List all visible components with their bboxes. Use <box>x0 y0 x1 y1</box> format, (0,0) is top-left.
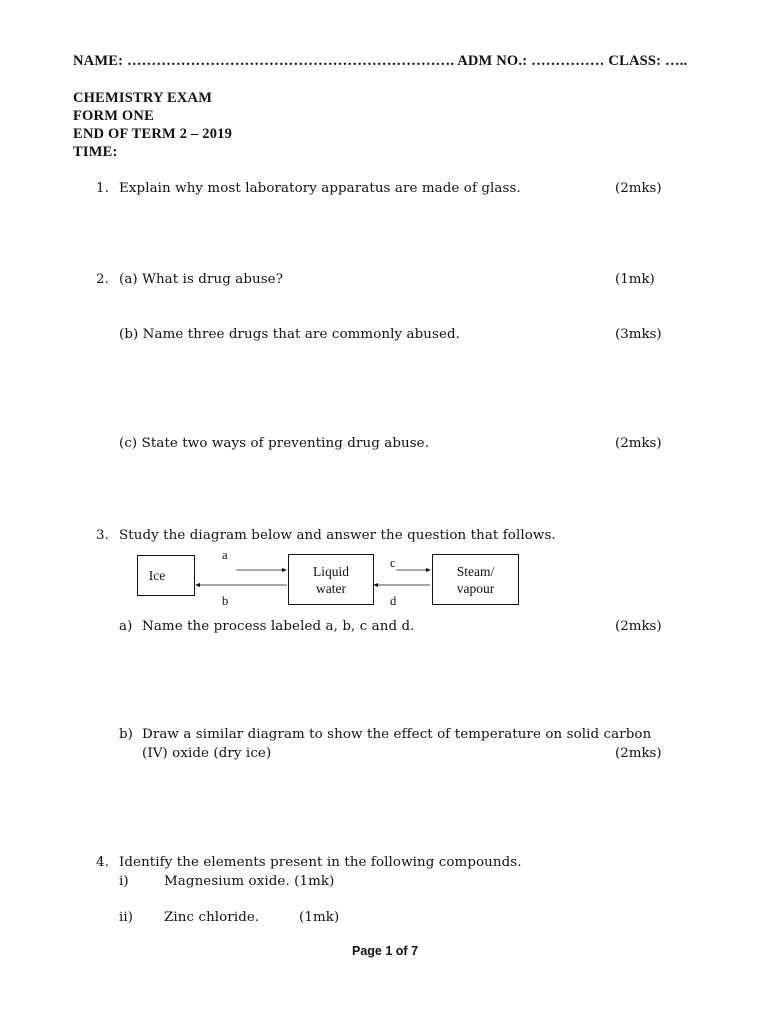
q4-number: 4. <box>96 855 109 870</box>
page-of: of <box>392 944 412 958</box>
q3-number: 3. <box>96 528 109 543</box>
exam-term: END OF TERM 2 – 2019 <box>73 126 233 142</box>
q4i-text: Magnesium oxide. (1mk) <box>164 874 335 889</box>
q3b-text-line2: (IV) oxide (dry ice) <box>142 746 272 761</box>
q3a-number: a) <box>119 619 133 634</box>
vapour-label: vapour <box>456 580 495 596</box>
q3b-marks: (2mks) <box>615 746 662 761</box>
page-current: 1 <box>385 944 393 958</box>
q4ii-marks: (1mk) <box>299 910 340 925</box>
q3a-marks: (2mks) <box>615 619 662 634</box>
diagram-arrows <box>0 545 768 625</box>
student-details-line: NAME: …………………………………………………………. ADM NO.: …………… CLASS: ….. <box>73 53 688 69</box>
label-b: b <box>222 594 229 608</box>
q4ii-number: ii) <box>119 910 134 925</box>
q1-marks: (2mks) <box>615 181 662 196</box>
label-d: d <box>390 594 397 608</box>
exam-form: FORM ONE <box>73 108 154 124</box>
liquid-label: Liquid <box>313 563 349 579</box>
q1-number: 1. <box>96 181 109 196</box>
label-c: c <box>390 556 396 570</box>
page-number <box>352 944 418 958</box>
q3a-text: Name the process labeled a, b, c and d. <box>142 619 415 634</box>
ice-label: Ice <box>148 568 166 583</box>
q4ii-text: Zinc chloride. <box>164 910 260 925</box>
steam-label: Steam/ <box>456 563 495 579</box>
page-prefix: Page <box>352 944 386 958</box>
exam-time: TIME: <box>73 144 118 160</box>
label-a: a <box>222 548 228 562</box>
q2a-text: (a) What is drug abuse? <box>119 272 283 287</box>
q2-number: 2. <box>96 272 109 287</box>
water-label: water <box>316 580 346 596</box>
q2a-marks: (1mk) <box>615 272 655 287</box>
q2c-text: (c) State two ways of preventing drug abuse. <box>119 436 430 451</box>
q3-text: Study the diagram below and answer the question that follows. <box>119 528 556 543</box>
q1-text: Explain why most laboratory apparatus are made of glass. <box>119 181 521 196</box>
q4i-number: i) <box>119 874 129 889</box>
q3b-number: b) <box>119 727 133 742</box>
q3b-text-line1: Draw a similar diagram to show the effect of temperature on solid carbon <box>142 727 652 742</box>
q2b-text: (b) Name three drugs that are commonly abused. <box>119 327 461 342</box>
page-total: 7 <box>411 944 419 958</box>
exam-title: CHEMISTRY EXAM <box>73 90 213 106</box>
q4-text: Identify the elements present in the following compounds. <box>119 855 522 870</box>
q2c-marks: (2mks) <box>615 436 662 451</box>
q2b-marks: (3mks) <box>615 327 662 342</box>
